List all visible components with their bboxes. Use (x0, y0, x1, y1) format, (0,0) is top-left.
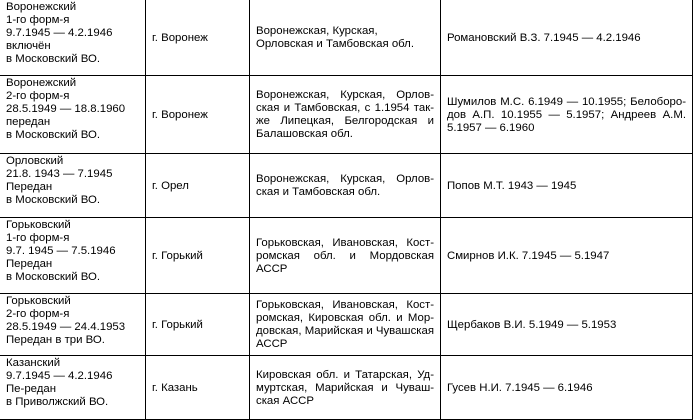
territory-line: Горьковская, Ивановская, Кост- (256, 299, 434, 311)
table-row (0, 76, 693, 154)
district-line: Казанский (6, 357, 61, 369)
hq-cell (146, 76, 250, 154)
territory-line: Воронежская, Курская, (256, 25, 378, 37)
district-line: 28.5.1949 — 24.4.1953 (6, 321, 126, 333)
commanders-cell (441, 294, 693, 356)
commanders-line: Романовский В.З. 7.1945 — 4.2.1946 (447, 31, 641, 44)
district-cell (0, 218, 146, 294)
hq-cell (146, 356, 250, 420)
territory-line: Горьковская, Ивановская, Кост- (256, 236, 434, 249)
commanders-cell (441, 356, 693, 420)
district-line: Воронежский (6, 77, 77, 89)
territory-line: ская и Тамбовская, с 1.1954 так- (256, 102, 434, 114)
district-line: Горьковский (6, 295, 71, 307)
commanders-line: дов А.П. 10.1955 — 5.1957; Андреев А.М. (447, 108, 686, 121)
territory-line: ромская, Кировская обл. и Мор- (256, 312, 434, 324)
territory-cell (250, 356, 441, 420)
district-line: в Приволжский ВО. (6, 396, 109, 408)
district-line: 9.7.1945 — 4.2.1946 (6, 27, 113, 39)
territory-line: Воронежская, Курская, Орлов- (256, 173, 434, 185)
district-cell (0, 356, 146, 420)
district-line: 9.7.1945 — 4.2.1946 (6, 370, 113, 382)
district-cell (0, 76, 146, 154)
district-line: Передан (6, 181, 53, 193)
hq-cell (146, 294, 250, 356)
hq-cell (146, 154, 250, 218)
district-line: Воронежский (6, 1, 77, 13)
table-row (0, 218, 693, 294)
territory-line: Воронежская, Курская, Орлов- (256, 89, 434, 101)
territory-line: Балашовская обл. (256, 128, 353, 140)
hq-cell (146, 0, 250, 76)
table-row (0, 356, 693, 420)
commanders-cell (441, 0, 693, 76)
territory-cell (250, 294, 441, 356)
hq-cell (146, 218, 250, 294)
district-line: Передан в три ВО. (6, 334, 105, 346)
commanders-cell (441, 154, 693, 218)
district-line: 2-го форм-я (6, 90, 70, 102)
territory-cell (250, 218, 441, 294)
district-line: 9.7. 1945 — 7.5.1946 (6, 245, 116, 257)
district-cell (0, 294, 146, 356)
hq-text: г. Горький (152, 318, 203, 331)
district-line: передан (6, 116, 51, 128)
territory-cell (250, 0, 441, 76)
district-cell (0, 154, 146, 218)
commanders-line: Гусев Н.И. 7.1945 — 6.1946 (447, 381, 593, 394)
district-line: в Московский ВО. (6, 129, 101, 141)
district-line: включён (6, 40, 51, 52)
territory-cell (250, 154, 441, 218)
hq-text: г. Горький (152, 249, 203, 262)
district-line: 21.8. 1943 — 7.1945 (6, 168, 113, 180)
commanders-line: 5.1957 — 6.1960 (447, 121, 535, 134)
district-line: Горьковский (6, 219, 71, 231)
district-line: 1-го форм-я (6, 232, 70, 244)
hq-text: г. Казань (152, 381, 198, 394)
territory-line: ская АССР (256, 394, 314, 407)
territory-line: же Липецкая, Белгородская и (256, 115, 434, 127)
commanders-line: Попов М.Т. 1943 — 1945 (447, 179, 577, 192)
territory-line: Орловская и Тамбовская обл. (256, 38, 414, 50)
district-line: 2-го форм-я (6, 308, 70, 320)
table-row (0, 0, 693, 76)
district-line: 28.5.1949 — 18.8.1960 (6, 103, 126, 115)
territory-cell (250, 76, 441, 154)
commanders-cell (441, 76, 693, 154)
hq-text: г. Воронеж (152, 31, 208, 44)
district-cell (0, 0, 146, 76)
territory-line: АССР (256, 338, 288, 350)
hq-text: г. Орел (152, 179, 189, 192)
district-line: Пе-редан (6, 383, 57, 395)
commanders-line: Щербаков В.И. 5.1949 — 5.1953 (447, 318, 617, 331)
territory-line: довская, Марийская и Чувашская (256, 325, 434, 337)
district-line: в Московский ВО. (6, 53, 101, 65)
territory-line: ромская обл. и Мордовская (256, 249, 434, 262)
district-line: 1-го форм-я (6, 14, 70, 26)
territory-line: ская и Тамбовская обл. (256, 186, 381, 198)
territory-line: АССР (256, 262, 288, 275)
commanders-cell (441, 218, 693, 294)
hq-text: г. Воронеж (152, 108, 208, 121)
commanders-line: Смирнов И.К. 7.1945 — 5.1947 (447, 249, 610, 262)
territory-line: муртская, Марийская и Чуваш- (256, 381, 434, 394)
district-line: в Московский ВО. (6, 194, 101, 206)
table-row (0, 294, 693, 356)
district-line: Передан (6, 258, 53, 270)
territory-line: Кировская обл. и Татарская, Уд- (256, 368, 434, 381)
district-line: Орловский (6, 155, 64, 167)
table-row (0, 154, 693, 218)
commanders-line: Шумилов М.С. 6.1949 — 10.1955; Белоборо- (447, 95, 686, 108)
district-line: в Московский ВО. (6, 271, 101, 283)
